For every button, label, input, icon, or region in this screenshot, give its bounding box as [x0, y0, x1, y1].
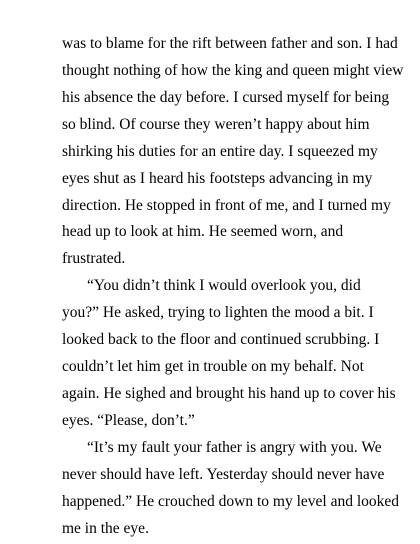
text-line-9: frustrated. — [62, 250, 126, 268]
text-line-6: eyes shut as I heard his footsteps advancing in my — [62, 169, 373, 187]
text-line-2: thought nothing of how the king and queen might view — [62, 61, 404, 79]
text-line-16: “It’s my fault your father is angry with you. We — [87, 438, 382, 456]
text-line-10: “You didn’t think I would overlook you, did — [87, 277, 361, 295]
text-line-17: never should have left. Yesterday should never have — [62, 465, 385, 483]
text-line-11: you?” He asked, trying to lighten the mood a bit. I — [62, 304, 374, 322]
text-line-18: happened.” He crouched down to my level and looked — [62, 492, 400, 510]
text-line-19: me in the eye. — [62, 519, 149, 537]
text-line-5: shirking his duties for an entire day. I squeezed my — [62, 142, 378, 160]
text-line-14: again. He sighed and brought his hand up to cover his — [62, 384, 396, 402]
text-line-1: was to blame for the rift between father and son. I had — [62, 35, 398, 52]
text-line-8: head up to look at him. He seemed worn, and — [62, 223, 344, 241]
text-line-15: eyes. “Please, don’t.” — [62, 411, 195, 429]
text-line-13: couldn’t let him get in trouble on my behalf. Not — [62, 358, 364, 375]
text-line-12: looked back to the floor and continued scrubbing. I — [62, 331, 380, 349]
text-line-3: his absence the day before. I cursed myself for being — [62, 88, 390, 106]
text-line-4: so blind. Of course they weren’t happy about him — [62, 115, 370, 133]
text-line-7: direction. He stopped in front of me, and I turned my — [62, 196, 391, 214]
